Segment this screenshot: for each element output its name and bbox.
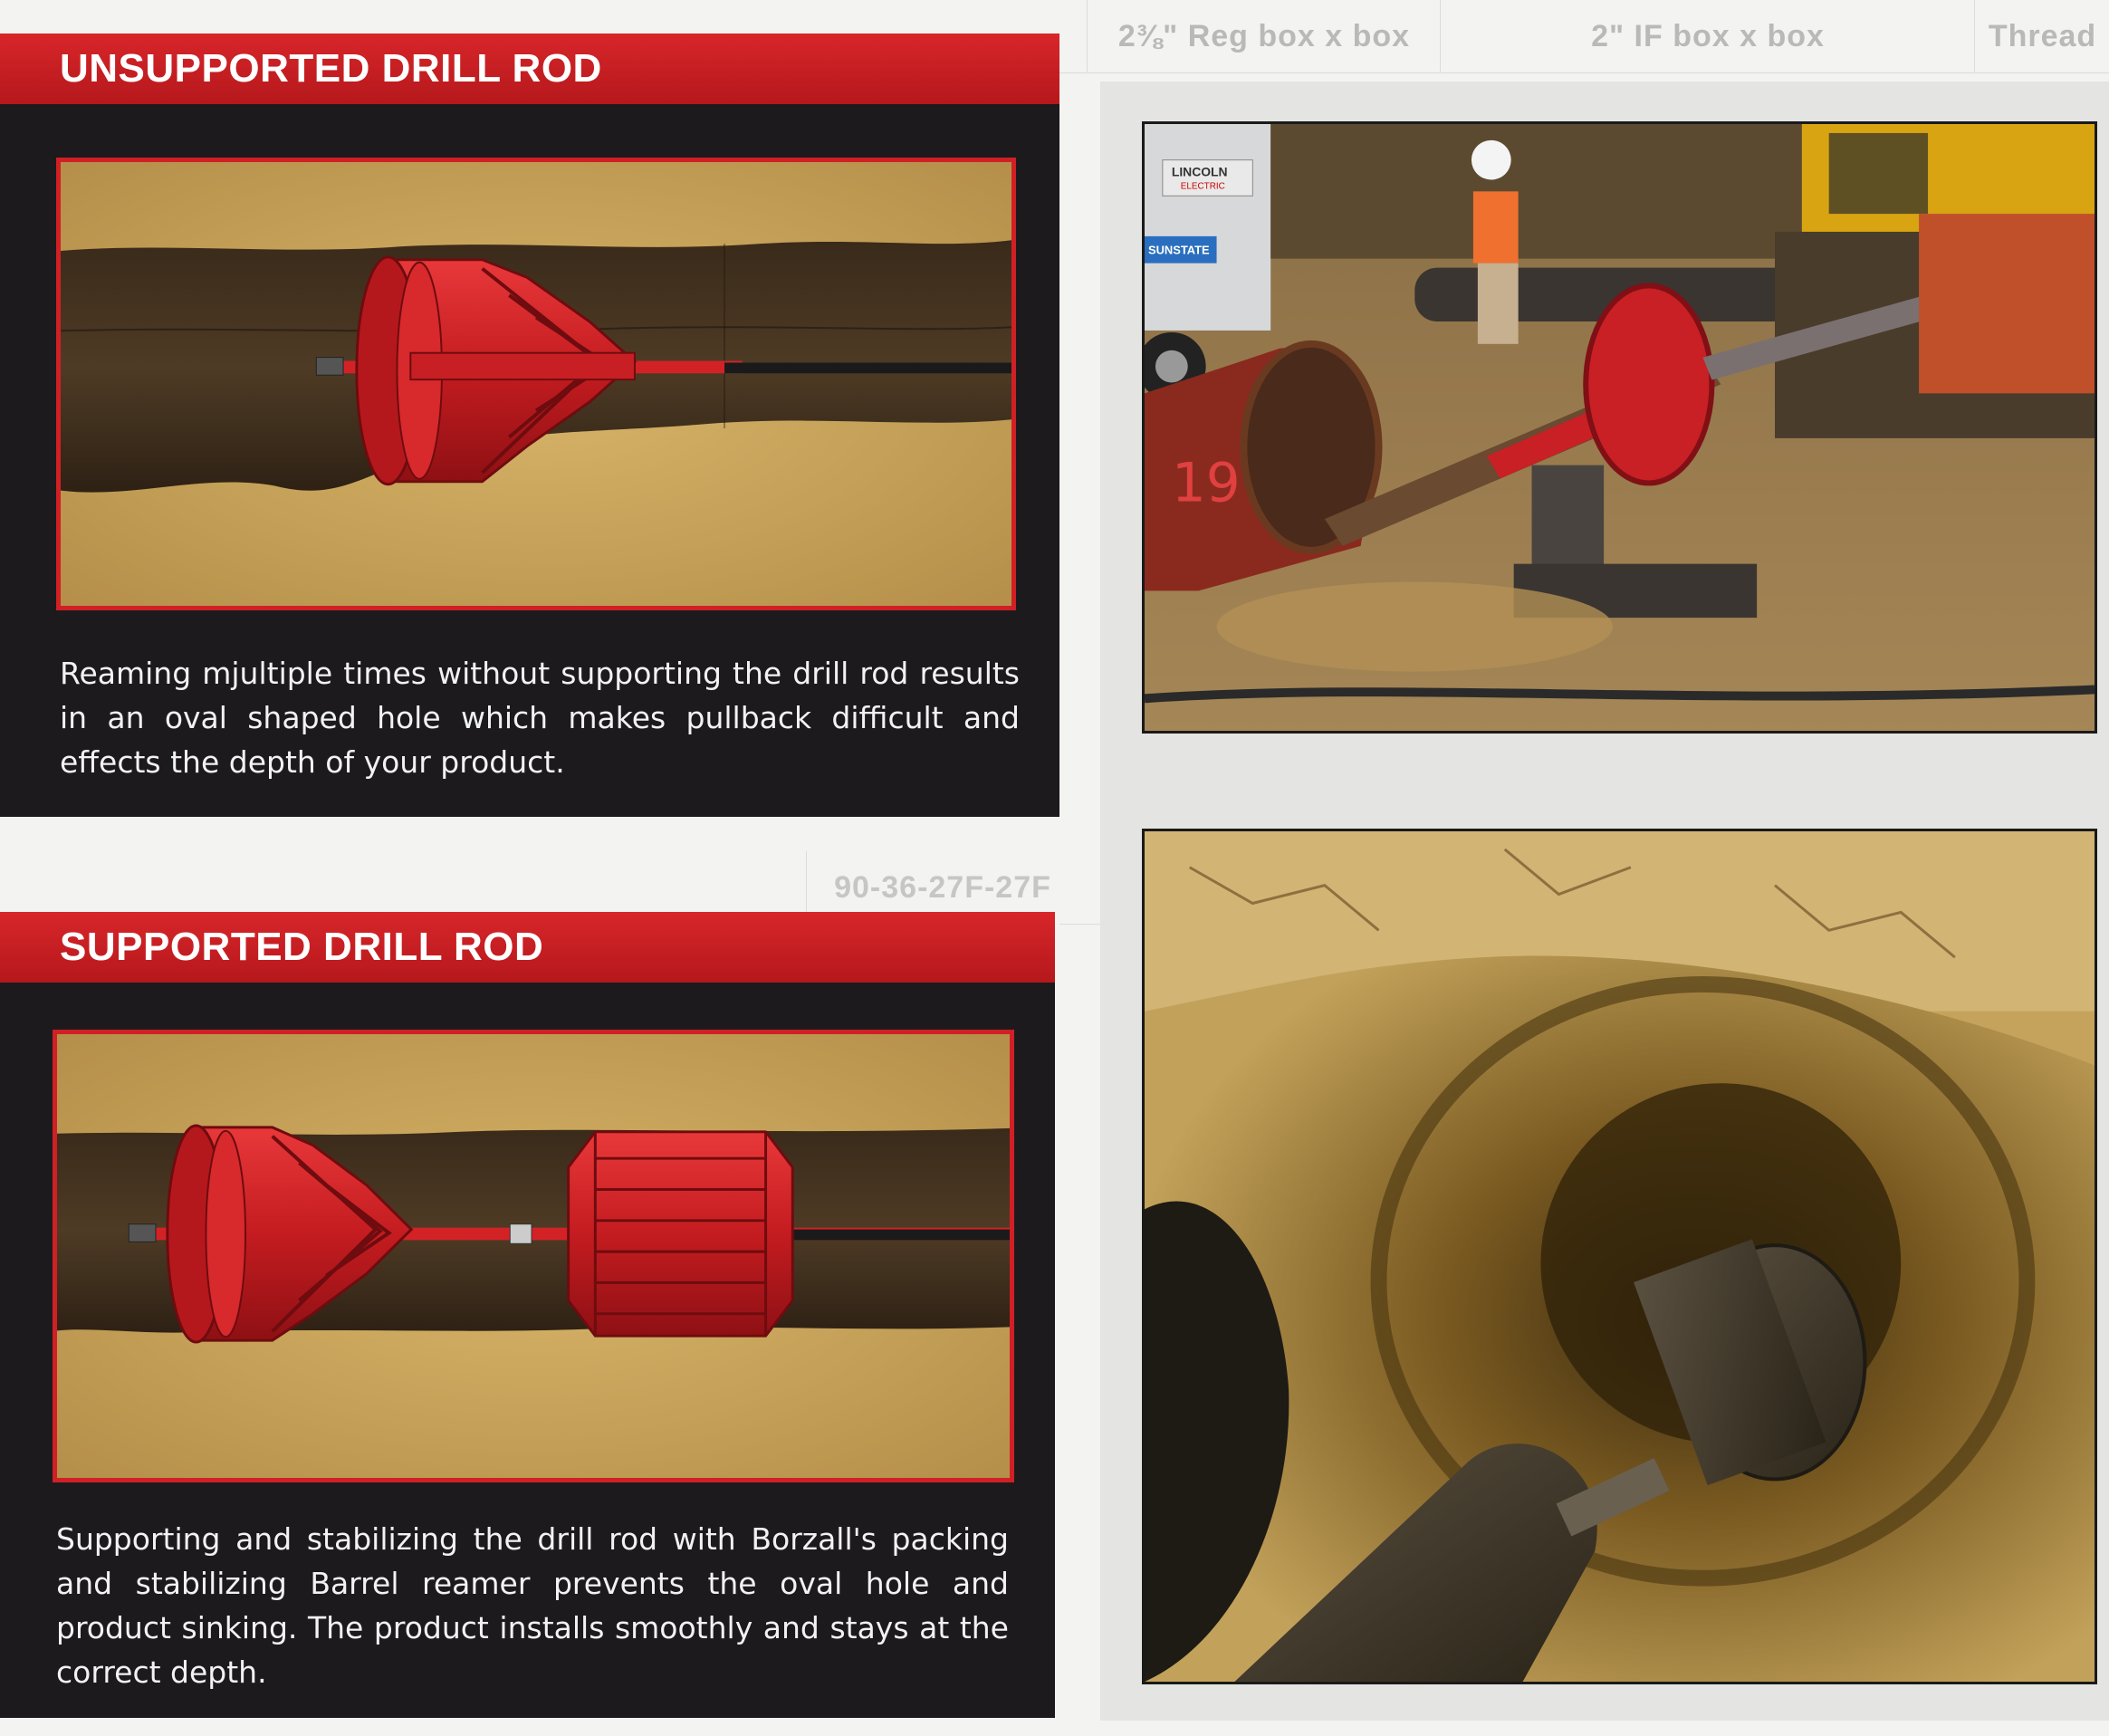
bg-cell: 2⅜" Reg box x box xyxy=(1087,0,1441,72)
jobsite-photo-illustration xyxy=(1145,124,2095,731)
pipe-marking: 19 xyxy=(1171,452,1241,515)
unsupported-panel xyxy=(0,34,1059,817)
bg-table-row xyxy=(1059,0,2109,73)
jobsite-photo xyxy=(1142,121,2097,734)
unsupported-diagram-illustration xyxy=(61,162,1011,606)
unsupported-caption: Reaming mjultiple times without supporting the drill rod results in an oval shaped hole which makes pullback difficult and effects the depth of your product. xyxy=(60,656,1020,780)
bg-cell: 2" IF box x box xyxy=(1440,0,1975,72)
supported-title: SUPPORTED DRILL ROD xyxy=(0,912,1055,983)
bore-hole-photo-illustration xyxy=(1145,831,2095,1682)
supported-caption: Supporting and stabilizing the drill rod with Borzall's packing and stabilizing Barrel reamer prevents the oval hole and product sinking. The product installs smoothly and stays at the correct depth. xyxy=(56,1521,1009,1690)
lincoln-logo-text: LINCOLN xyxy=(1171,164,1228,179)
bg-cell: 90-36-27F-27F xyxy=(806,851,1078,924)
bg-cell: Thread xyxy=(1974,0,2109,72)
supported-panel xyxy=(0,912,1055,1718)
sunstate-logo-text: SUNSTATE xyxy=(1147,243,1210,257)
unsupported-diagram xyxy=(56,158,1016,610)
supported-diagram-illustration xyxy=(57,1034,1010,1478)
bore-hole-photo xyxy=(1142,829,2097,1684)
lincoln-logo-subtext: ELECTRIC xyxy=(1180,181,1225,192)
supported-diagram xyxy=(53,1030,1014,1482)
unsupported-title: UNSUPPORTED DRILL ROD xyxy=(0,34,1059,104)
